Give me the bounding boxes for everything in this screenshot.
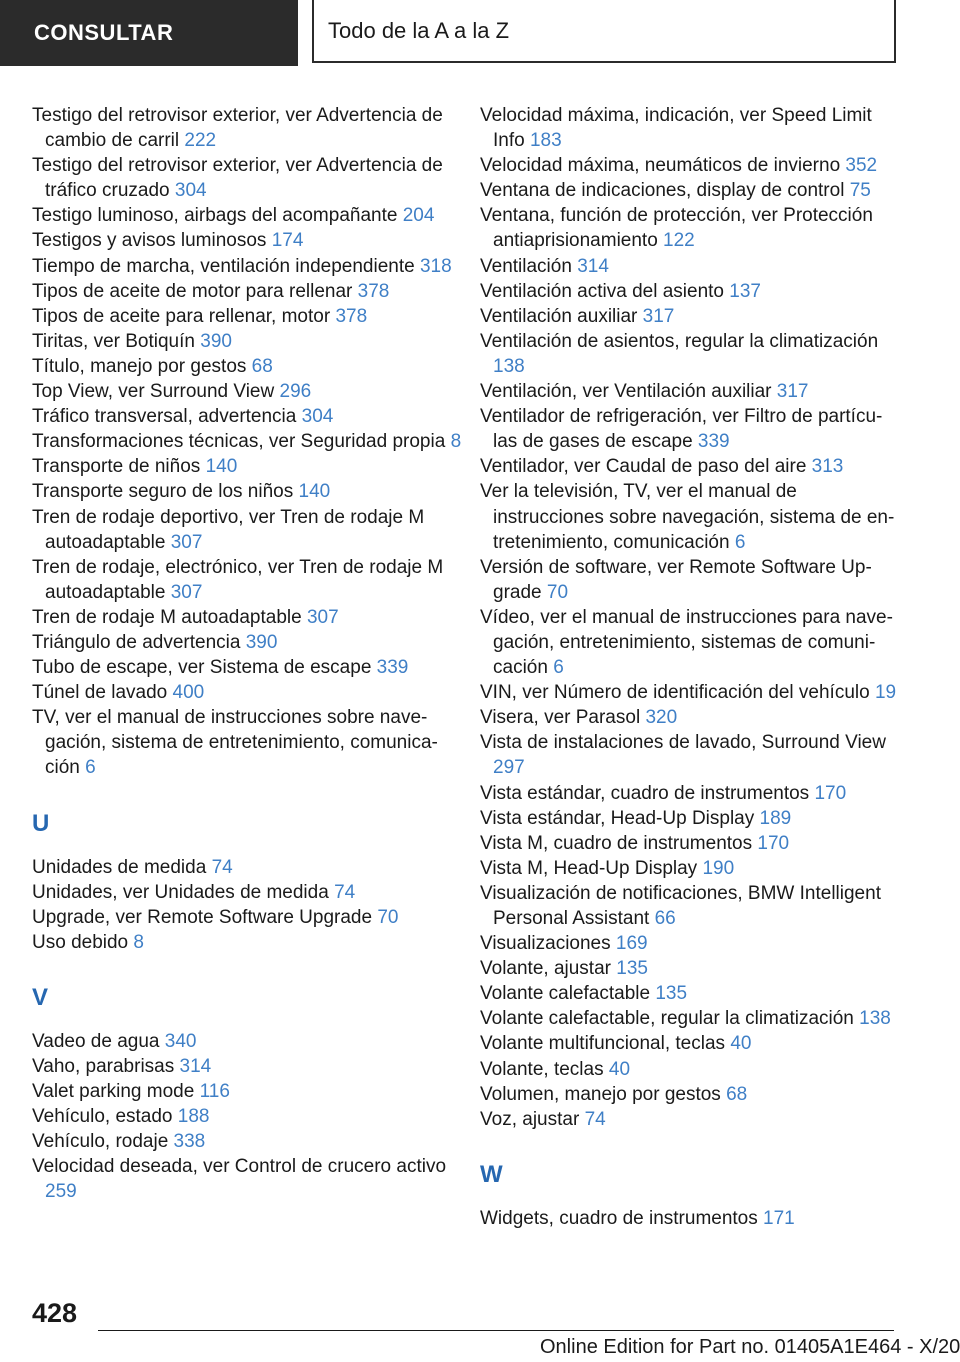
page-reference-link[interactable]: 68 xyxy=(726,1083,748,1105)
index-entry-text: Testigos y avisos luminosos xyxy=(32,230,267,252)
page-reference-link[interactable]: 390 xyxy=(200,330,232,352)
index-entry xyxy=(32,905,462,930)
index-entry xyxy=(480,956,900,981)
page-reference-link[interactable]: 8 xyxy=(450,431,462,453)
index-entry xyxy=(480,555,900,605)
index-letter-heading: V xyxy=(32,983,49,1011)
index-entry-text: Testigo del retrovisor exterior, ver Advertencia de tráfico cruzado xyxy=(32,155,443,202)
index-entry-text: Volante, ajustar xyxy=(480,958,611,980)
index-entry xyxy=(480,831,900,856)
index-entry xyxy=(480,981,900,1006)
page-reference-link[interactable]: 40 xyxy=(730,1033,752,1055)
index-entry xyxy=(32,705,462,780)
index-entry xyxy=(32,1079,462,1104)
index-entry-text: Upgrade, ver Remote Software Upgrade xyxy=(32,906,373,928)
index-entry-text: Ventilación xyxy=(480,255,572,277)
index-entry-text: Top View, ver Surround View xyxy=(32,381,275,403)
index-entry xyxy=(32,454,462,479)
index-entry-text: Testigo luminoso, airbags del acompañante xyxy=(32,205,398,227)
page-reference-link[interactable]: 378 xyxy=(357,280,390,302)
index-entry-text: Túnel de lavado xyxy=(32,682,168,704)
index-entry-text: Transformaciones técnicas, ver Seguridad propia xyxy=(32,431,446,453)
page-reference-link[interactable]: 74 xyxy=(334,881,356,903)
index-entry xyxy=(480,605,900,680)
index-entry-text: Unidades, ver Unidades de medida xyxy=(32,881,329,903)
page-reference-link[interactable]: 183 xyxy=(529,130,562,152)
index-entry-text: Vista de instalaciones de lavado, Surround View xyxy=(480,732,886,754)
page-reference-link[interactable]: 189 xyxy=(759,807,792,829)
index-entry xyxy=(480,454,900,479)
index-entry xyxy=(480,1031,900,1056)
page-reference-link[interactable]: 138 xyxy=(493,355,525,377)
index-entry-text: Vista estándar, cuadro de instrumentos xyxy=(480,782,810,804)
page-reference-link[interactable]: 174 xyxy=(271,230,304,252)
index-entry xyxy=(480,103,900,153)
index-column-right xyxy=(480,103,900,1231)
index-entry xyxy=(480,203,900,253)
index-entry xyxy=(32,329,462,354)
page-reference-link[interactable]: 74 xyxy=(584,1108,606,1130)
index-entry-text: Versión de software, ver Remote Software Upgrade xyxy=(480,556,872,603)
index-entry-text: Tubo de escape, ver Sistema de escape xyxy=(32,657,372,679)
index-entry-text: Triángulo de advertencia xyxy=(32,631,241,653)
index-entry-text: Visualizaciones xyxy=(480,933,611,955)
page-reference-link[interactable]: 313 xyxy=(811,456,844,478)
page-reference-link[interactable]: 188 xyxy=(177,1106,210,1128)
index-entry-text: Vídeo, ver el manual de instrucciones para navegación, entretenimiento, sistemas de comunicación xyxy=(480,606,893,679)
index-entry xyxy=(32,880,462,905)
index-entry-text: Testigo del retrovisor exterior, ver Advertencia de cambio de carril xyxy=(32,105,443,152)
index-entry xyxy=(32,153,462,203)
page-reference-link[interactable]: 314 xyxy=(577,255,609,277)
index-entry xyxy=(32,505,462,555)
index-entry xyxy=(32,630,462,655)
page-reference-link[interactable]: 297 xyxy=(493,757,525,779)
index-entry-text: Uso debido xyxy=(32,931,129,953)
index-entry xyxy=(480,705,900,730)
index-entry-text: Vehículo, rodaje xyxy=(32,1131,169,1153)
index-entry xyxy=(480,680,900,705)
index-entry-text: Volante, teclas xyxy=(480,1058,604,1080)
index-entry-text: Voz, ajustar xyxy=(480,1108,580,1130)
index-entry-text: Transporte de niños xyxy=(32,456,201,478)
page-reference-link[interactable]: 170 xyxy=(814,782,847,804)
index-entry xyxy=(32,429,462,454)
index-entry-text: VIN, ver Número de identificación del vehículo xyxy=(480,682,870,704)
index-entry-text: Volante calefactable, regular la climatización xyxy=(480,1008,854,1030)
index-entry-text: Tráfico transversal, advertencia xyxy=(32,406,297,428)
page-reference-link[interactable]: 320 xyxy=(645,707,678,729)
index-entry-text: Transporte seguro de los niños xyxy=(32,481,294,503)
index-entry-text: Tipos de aceite de motor para rellenar xyxy=(32,280,353,302)
page-reference-link[interactable]: 140 xyxy=(205,456,238,478)
index-entry-text: Ventilación activa del asiento xyxy=(480,280,724,302)
index-entry-text: Tiritas, ver Botiquín xyxy=(32,330,195,352)
index-entry xyxy=(32,254,462,279)
index-entry-text: Tren de rodaje, electrónico, ver Tren de rodaje M autoadaptable xyxy=(32,556,444,603)
page-reference-link[interactable]: 338 xyxy=(173,1131,206,1153)
page-reference-link[interactable]: 304 xyxy=(174,180,207,202)
page-reference-link[interactable]: 222 xyxy=(184,130,217,152)
index-entry-text: Tren de rodaje M autoadaptable xyxy=(32,606,302,628)
index-entry xyxy=(32,930,462,955)
index-entry xyxy=(480,931,900,956)
index-letter-heading: W xyxy=(480,1160,503,1188)
index-entry-text: Ver la televisión, TV, ver el manual de instrucciones sobre navegación, sistema de entretenimiento, comunicación xyxy=(480,481,895,553)
index-entry-text: Valet parking mode xyxy=(32,1081,195,1103)
page-reference-link[interactable]: 318 xyxy=(419,255,452,277)
index-entry xyxy=(480,479,900,554)
index-entry-text: Velocidad deseada, ver Control de crucero activo xyxy=(32,1156,447,1178)
index-entry xyxy=(480,1082,900,1107)
index-entry-text: Ventilación, ver Ventilación auxiliar xyxy=(480,381,772,403)
index-entry xyxy=(480,806,900,831)
edition-note: Online Edition for Part no. 01405A1E464 - X/20 xyxy=(540,1336,960,1358)
page-reference-link[interactable]: 170 xyxy=(757,832,790,854)
index-entry-text: Widgets, cuadro de instrumentos xyxy=(480,1207,758,1229)
index-entry xyxy=(480,279,900,304)
page-reference-link[interactable]: 122 xyxy=(663,230,695,252)
page-reference-link[interactable]: 70 xyxy=(377,906,399,928)
page-reference-link[interactable]: 6 xyxy=(553,657,564,679)
page-number: 428 xyxy=(32,1298,78,1328)
index-entry xyxy=(480,1206,900,1231)
index-entry xyxy=(480,1006,900,1031)
page-reference-link[interactable]: 74 xyxy=(211,856,233,878)
page-reference-link[interactable]: 19 xyxy=(874,682,897,704)
index-column-left xyxy=(32,103,462,1205)
index-entry xyxy=(32,1104,462,1129)
index-entry-text: Tipos de aceite para rellenar, motor xyxy=(32,305,331,327)
page-reference-link[interactable]: 66 xyxy=(654,908,676,929)
page-reference-link[interactable]: 307 xyxy=(306,606,339,628)
index-entry xyxy=(32,855,462,880)
index-entry xyxy=(480,153,900,178)
page-reference-link[interactable]: 135 xyxy=(655,983,688,1005)
page-reference-link[interactable]: 378 xyxy=(335,305,368,327)
page-reference-link[interactable]: 190 xyxy=(702,857,735,879)
page-reference-link[interactable]: 400 xyxy=(172,682,205,704)
index-entry xyxy=(32,680,462,705)
index-entry xyxy=(32,304,462,329)
index-entry-text: Tren de rodaje deportivo, ver Tren de rodaje M autoadaptable xyxy=(32,506,425,553)
page-reference-link[interactable]: 135 xyxy=(616,958,648,980)
page-reference-link[interactable]: 6 xyxy=(734,531,746,553)
index-entry-text: Ventana, función de protección, ver Protección antiaprisionamiento xyxy=(480,205,873,252)
index-entry xyxy=(32,379,462,404)
page-reference-link[interactable]: 138 xyxy=(859,1008,891,1030)
page-reference-link[interactable]: 307 xyxy=(170,581,203,603)
index-entry xyxy=(480,379,900,404)
page-header xyxy=(0,0,960,66)
index-entry xyxy=(32,555,462,605)
index-entry xyxy=(32,103,462,153)
page-reference-link[interactable]: 137 xyxy=(729,280,761,302)
page-reference-link[interactable]: 259 xyxy=(45,1181,77,1203)
page-reference-link[interactable]: 116 xyxy=(199,1081,230,1103)
page-reference-link[interactable]: 296 xyxy=(279,381,312,403)
index-entry-text: Vadeo de agua xyxy=(32,1030,160,1052)
page-reference-link[interactable]: 8 xyxy=(133,931,144,953)
index-entry xyxy=(480,254,900,279)
index-entry-text: Tiempo de marcha, ventilación independiente xyxy=(32,255,415,277)
index-entry-text: Ventilador de refrigeración, ver Filtro de partículas de gases de escape xyxy=(480,406,883,453)
page-reference-link[interactable]: 171 xyxy=(763,1207,795,1229)
index-entry-text: Ventilación auxiliar xyxy=(480,305,638,327)
index-entry-text: Vehículo, estado xyxy=(32,1106,173,1128)
index-entry xyxy=(480,1107,900,1132)
index-entry xyxy=(480,329,900,379)
page-reference-link[interactable]: 339 xyxy=(376,657,409,679)
index-letter-heading: U xyxy=(32,809,50,837)
index-entry xyxy=(480,781,900,806)
page-reference-link[interactable]: 304 xyxy=(301,406,334,428)
index-entry-text: Vaho, parabrisas xyxy=(32,1056,175,1077)
index-entry xyxy=(32,279,462,304)
page-reference-link[interactable]: 314 xyxy=(179,1056,212,1077)
index-entry-text: Volante multifuncional, teclas xyxy=(480,1033,726,1055)
page-reference-link[interactable]: 140 xyxy=(298,481,331,503)
page-reference-link[interactable]: 6 xyxy=(85,757,96,779)
index-entry xyxy=(480,404,900,454)
footer-divider xyxy=(98,1330,894,1331)
index-entry xyxy=(480,881,900,931)
index-entry-text: Vista estándar, Head-Up Display xyxy=(480,807,755,829)
index-entry xyxy=(32,404,462,429)
index-entry xyxy=(32,354,462,379)
page-reference-link[interactable]: 339 xyxy=(697,431,730,453)
page-reference-link[interactable]: 204 xyxy=(402,205,435,227)
page-reference-link[interactable]: 340 xyxy=(164,1030,197,1052)
index-entry-text: Velocidad máxima, indicación, ver Speed Limit Info xyxy=(480,105,872,152)
page-reference-link[interactable]: 307 xyxy=(170,531,203,553)
index-entry xyxy=(480,1057,900,1082)
page-reference-link[interactable]: 169 xyxy=(615,933,648,955)
page-reference-link[interactable]: 317 xyxy=(776,381,809,403)
index-entry-text: Velocidad máxima, neumáticos de invierno xyxy=(480,155,841,177)
index-entry-text: Vista M, Head-Up Display xyxy=(480,857,698,879)
index-entry-text: Unidades de medida xyxy=(32,856,207,878)
page-reference-link[interactable]: 352 xyxy=(845,155,878,177)
index-entry xyxy=(32,655,462,680)
page-reference-link[interactable]: 75 xyxy=(849,180,871,202)
index-entry-text: Volante calefactable xyxy=(480,983,651,1005)
index-entry-text: Visualización de notificaciones, BMW Intelligent Personal Assistant xyxy=(480,882,881,929)
index-entry xyxy=(32,1029,462,1054)
page-reference-link[interactable]: 40 xyxy=(608,1058,631,1080)
page-reference-link[interactable]: 70 xyxy=(546,581,569,603)
index-entry xyxy=(480,856,900,881)
index-entry xyxy=(480,730,900,780)
index-entry xyxy=(480,304,900,329)
page-reference-link[interactable]: 317 xyxy=(642,305,675,327)
index-entry xyxy=(32,605,462,630)
index-entry-text: Vista M, cuadro de instrumentos xyxy=(480,832,753,854)
index-entry xyxy=(32,1129,462,1154)
index-entry-text: Título, manejo por gestos xyxy=(32,355,247,377)
index-entry xyxy=(32,1154,462,1204)
section-tab[interactable]: CONSULTAR xyxy=(0,0,298,66)
index-entry-text: Visera, ver Parasol xyxy=(480,707,641,729)
page-reference-link[interactable]: 68 xyxy=(251,355,273,377)
index-entry xyxy=(32,228,462,253)
index-entry xyxy=(32,479,462,504)
index-entry-text: Ventana de indicaciones, display de control xyxy=(480,180,845,202)
index-entry xyxy=(480,178,900,203)
index-entry-text: TV, ver el manual de instrucciones sobre navegación, sistema de entretenimiento, comunicación xyxy=(32,707,438,779)
page-title: Todo de la A a la Z xyxy=(312,0,896,63)
index-entry-text: Volumen, manejo por gestos xyxy=(480,1083,721,1105)
index-entry-text: Ventilador, ver Caudal de paso del aire xyxy=(480,456,807,478)
index-entry xyxy=(32,1054,462,1079)
index-entry xyxy=(32,203,462,228)
page-reference-link[interactable]: 390 xyxy=(245,631,278,653)
index-entry-text: Ventilación de asientos, regular la climatización xyxy=(480,330,879,352)
